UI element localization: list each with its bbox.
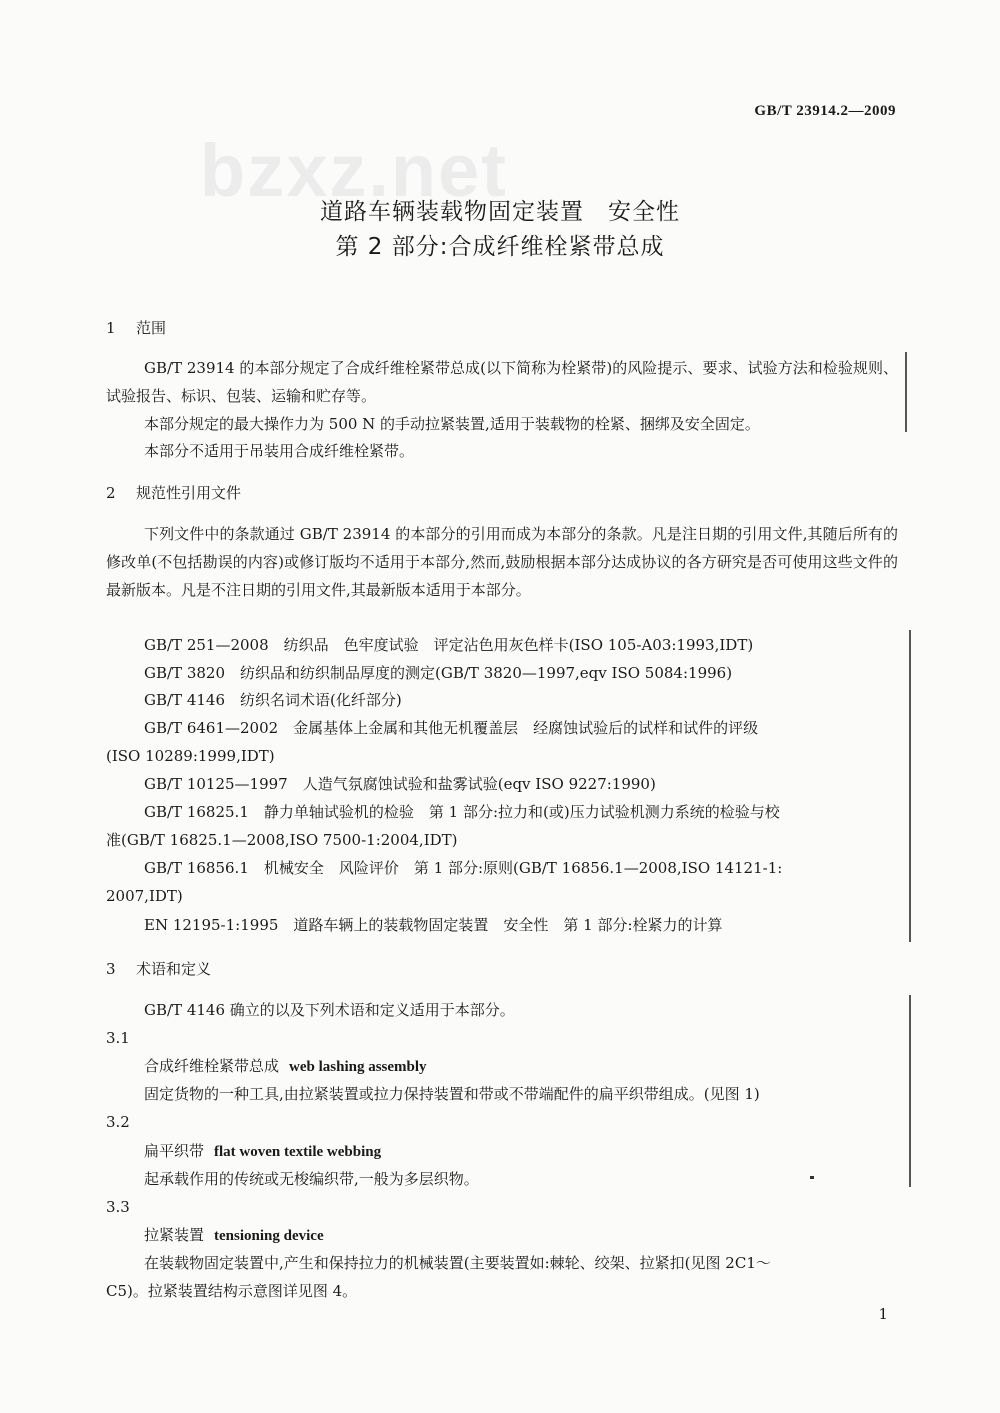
term-heading	[144, 1052, 427, 1081]
reference-item-continued: 准(GB/T 16825.1—2008,ISO 7500-1:2004,IDT)	[106, 831, 458, 849]
term-english: tensioning device	[214, 1228, 324, 1244]
section-2-intro: 下列文件中的条款通过 GB/T 23914 的本部分的引用而成为本部分的条款。凡是注日期的引用文件,其随后所有的修改单(不包括勘误的内容)或修订版均不适用于本部分,然而,鼓励根据本部分达成协议的各方研究是否可使用这些文件的最新版本。凡是不注日期的引用文件,其最新版本适用于本部分。	[106, 525, 898, 599]
section-1-paragraph-3: 本部分不适用于吊装用合成纤维栓紧带。	[144, 442, 415, 460]
section-title: 范围	[136, 319, 167, 337]
reference-item: GB/T 251—2008 纺织品 色牢度试验 评定沾色用灰色样卡(ISO 105-A03:1993,IDT)	[144, 636, 754, 654]
section-title: 术语和定义	[136, 960, 212, 978]
term-heading	[144, 1137, 381, 1166]
reference-item: GB/T 6461—2002 金属基体上金属和其他无机覆盖层 经腐蚀试验后的试样和试件的评级	[144, 719, 759, 737]
term-definition: 起承载作用的传统或无梭编织带,一般为多层织物。	[144, 1170, 479, 1188]
term-number: 3.1	[106, 1029, 130, 1047]
term-chinese: 拉紧装置	[144, 1226, 205, 1244]
reference-item: GB/T 10125—1997 人造气氛腐蚀试验和盐雾试验(eqv ISO 9227:1990)	[144, 775, 656, 793]
title-line-1: 道路车辆装载物固定装置 安全性	[320, 199, 680, 225]
reference-item-continued: (ISO 10289:1999,IDT)	[106, 747, 275, 765]
title-line-2: 第 2 部分:合成纤维栓紧带总成	[335, 234, 665, 260]
reference-item: GB/T 4146 纺织名词术语(化纤部分)	[144, 691, 402, 709]
section-1-paragraph-1: GB/T 23914 的本部分规定了合成纤维栓紧带总成(以下简称为栓紧带)的风险提示、要求、试验方法和检验规则、试验报告、标识、包装、运输和贮存等。	[106, 359, 898, 405]
revision-bar	[905, 352, 907, 432]
standard-number: GB/T 23914.2—2009	[754, 103, 896, 119]
term-number: 3.3	[106, 1198, 130, 1216]
term-definition: 在装载物固定装置中,产生和保持拉力的机械装置(主要装置如:棘轮、绞架、拉紧扣(见图 2C1～	[144, 1254, 771, 1272]
section-title: 规范性引用文件	[136, 484, 242, 502]
revision-bar	[909, 630, 911, 942]
term-heading	[144, 1221, 324, 1250]
section-1-heading	[106, 314, 166, 342]
speck-mark	[810, 1176, 814, 1179]
revision-bar	[909, 995, 911, 1187]
section-number: 2	[106, 484, 116, 502]
section-number: 1	[106, 319, 116, 337]
page-number: 1	[878, 1305, 888, 1323]
reference-item-continued: 2007,IDT)	[106, 887, 183, 905]
term-chinese: 扁平织带	[144, 1142, 205, 1160]
term-definition: 固定货物的一种工具,由拉紧装置或拉力保持装置和带或不带端配件的扁平织带组成。(见图 1)	[144, 1085, 760, 1103]
section-3-heading	[106, 955, 211, 983]
term-english: web lashing assembly	[289, 1059, 427, 1075]
section-number: 3	[106, 960, 116, 978]
reference-item: EN 12195-1:1995 道路车辆上的装载物固定装置 安全性 第 1 部分:栓紧力的计算	[144, 916, 723, 934]
reference-item: GB/T 16856.1 机械安全 风险评价 第 1 部分:原则(GB/T 16856.1—2008,ISO 14121-1:	[144, 859, 783, 877]
reference-item: GB/T 16825.1 静力单轴试验机的检验 第 1 部分:拉力和(或)压力试验机测力系统的检验与校	[144, 803, 780, 821]
section-1-paragraph-2: 本部分规定的最大操作力为 500 N 的手动拉紧装置,适用于装载物的栓紧、捆绑及安全固定。	[144, 415, 760, 433]
watermark: bzxz.net	[200, 129, 508, 212]
section-3-intro: GB/T 4146 确立的以及下列术语和定义适用于本部分。	[144, 1001, 515, 1019]
term-number: 3.2	[106, 1113, 130, 1131]
term-english: flat woven textile webbing	[214, 1144, 382, 1160]
reference-item: GB/T 3820 纺织品和纺织制品厚度的测定(GB/T 3820—1997,eqv ISO 5084:1996)	[144, 664, 733, 682]
term-definition-continued: C5)。拉紧装置结构示意图详见图 4。	[106, 1282, 358, 1300]
section-2-heading	[106, 479, 241, 507]
term-chinese: 合成纤维栓紧带总成	[144, 1057, 280, 1075]
